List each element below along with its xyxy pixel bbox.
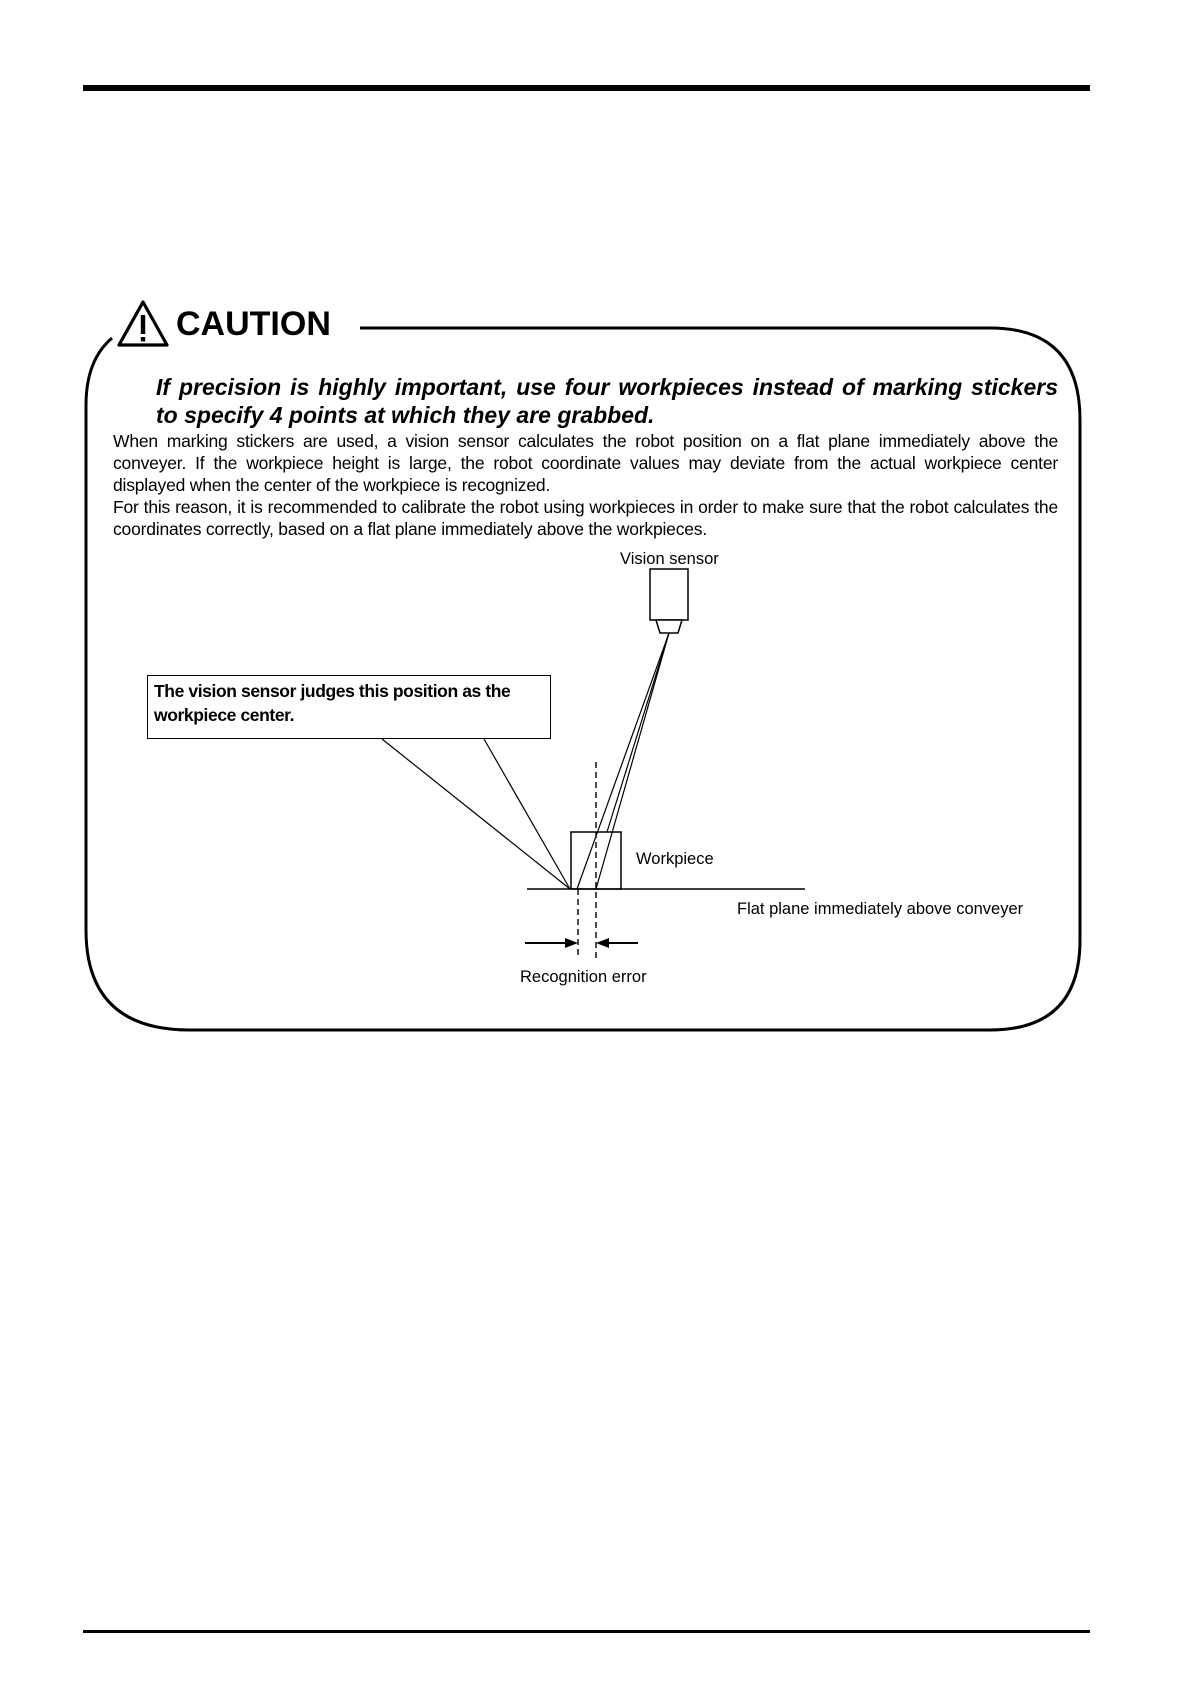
recognition-error-label: Recognition error bbox=[520, 968, 647, 986]
body-paragraph: When marking stickers are used, a vision sensor calculates the robot position on a flat plane immediately above the conveyer. If the workpiece height is large, the robot coordinate values may deviate from the actual workpiece center displayed when the center of the workpiece is recognized. bbox=[113, 431, 1058, 495]
vision-sensor-label: Vision sensor bbox=[620, 550, 719, 568]
workpiece-block bbox=[571, 832, 621, 889]
callout-box: The vision sensor judges this position as the workpiece center. bbox=[147, 675, 551, 739]
plane-label: Flat plane immediately above conveyer bbox=[737, 900, 1024, 918]
vision-sensor-lens bbox=[656, 620, 682, 633]
caution-title: CAUTION bbox=[176, 305, 331, 343]
vision-sensor-body bbox=[650, 569, 688, 620]
body-paragraph: For this reason, it is recommended to calibrate the robot using workpieces in order to make sure that the robot calculates the coordinates correctly, based on a flat plane immediately above the workpieces. bbox=[113, 497, 1058, 539]
footer-rule bbox=[83, 1630, 1090, 1633]
caution-headline: If precision is highly important, use four workpieces instead of marking stickers to specify 4 points at which they are grabbed. bbox=[156, 374, 1058, 428]
workpiece-label: Workpiece bbox=[636, 850, 714, 868]
